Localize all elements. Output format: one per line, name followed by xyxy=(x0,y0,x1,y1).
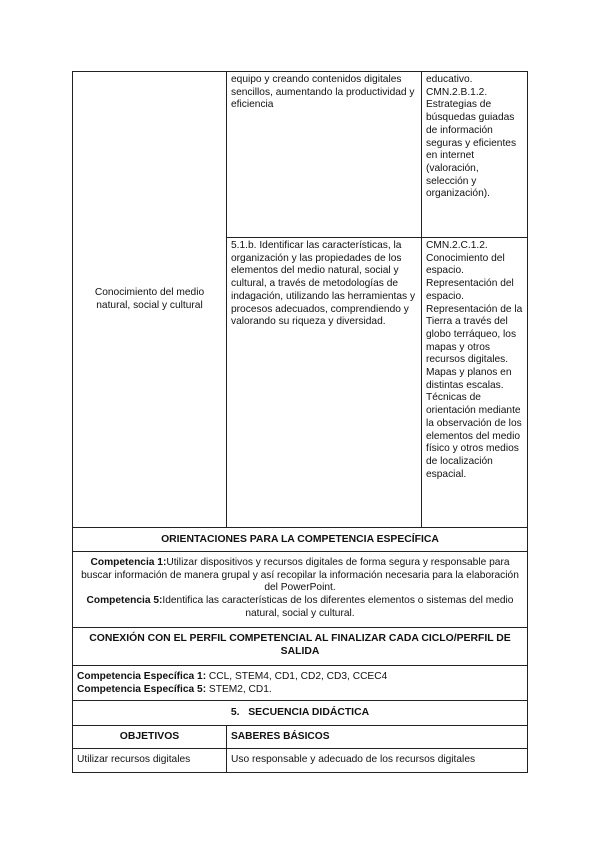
criterio-cell: 5.1.b. Identificar las características, la organización y las propiedades de los elementos del medio natural, social y cultural, a través de metodologías de indagación, utilizando las herramientas y procesos adecuados, comprendiendo y valorando su riqueza y diversidad. xyxy=(226,237,422,528)
text: Identifica las características de los diferentes elementos o sistemas del medio natural, social y cultural. xyxy=(162,595,514,619)
saber-cell: Uso responsable y adecuado de los recursos digitales xyxy=(226,748,528,773)
text: CCL, STEM4, CD1, CD2, CD3, CCEC4 xyxy=(206,671,388,682)
criterio-cell: equipo y creando contenidos digitales sencillos, aumentando la productividad y eficiencia xyxy=(226,71,422,238)
conexion-heading: CONEXIÓN CON EL PERFIL COMPETENCIAL AL FINALIZAR CADA CICLO/PERFIL DE SALIDA xyxy=(72,627,528,666)
saberes-cell: educativo. CMN.2.B.1.2. Estrategias de búsquedas guiadas de información seguras y eficientes en internet (valoración, selección y organización). xyxy=(421,71,528,238)
area-cell xyxy=(72,71,227,528)
orientaciones-heading: ORIENTACIONES PARA LA COMPETENCIA ESPECÍFICA xyxy=(72,527,528,552)
conexion-body xyxy=(72,665,528,701)
saberes-cell: CMN.2.C.1.2. Conocimiento del espacio. Representación del espacio. Representación de la Tierra a través del globo terráqueo, los mapas y otros recursos digitales. Mapas y planos en distintas escalas. Técnicas de orientación mediante la observación de los elementos del medio físico y otros medios de localización espacial. xyxy=(421,237,528,528)
text: Utilizar dispositivos y recursos digitales de forma segura y responsable para buscar información de manera grupal y así recopilar la información necesaria para la elaboración del PowerPoint. xyxy=(81,557,519,594)
label: Competencia 1: xyxy=(90,557,167,568)
area-text: Conocimiento del medio natural, social y cultural xyxy=(94,286,205,311)
objetivos-header: OBJETIVOS xyxy=(72,725,227,749)
label: Competencia 5: xyxy=(86,595,163,607)
orientaciones-body xyxy=(72,551,528,628)
objetivo-cell: Utilizar recursos digitales xyxy=(72,748,227,773)
label: Competencia Específica 5: xyxy=(77,683,207,695)
secuencia-heading: 5. SECUENCIA DIDÁCTICA xyxy=(72,700,528,726)
text: STEM2, CD1. xyxy=(206,683,272,695)
saberes-header: SABERES BÁSICOS xyxy=(226,725,528,749)
label: Competencia Específica 1: xyxy=(77,671,207,682)
